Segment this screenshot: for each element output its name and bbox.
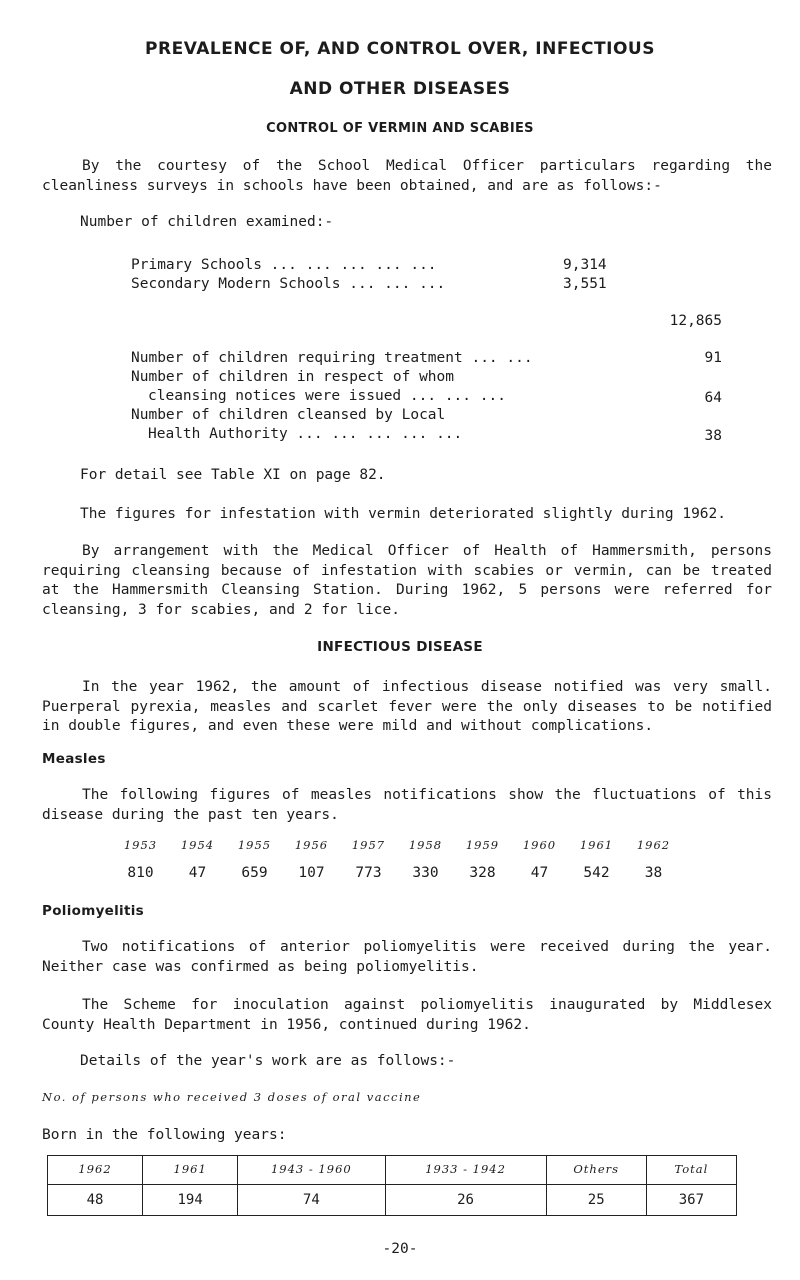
measles-value: 107 <box>298 865 325 881</box>
measles-value: 330 <box>412 865 439 881</box>
table-cell: 367 <box>646 1185 736 1216</box>
vaccine-table <box>47 1155 737 1216</box>
details-label: Details of the year's work are as follows:- <box>80 1053 456 1069</box>
cleansed-label-1: Number of children cleansed by Local <box>131 407 446 423</box>
measles-value: 328 <box>469 865 496 881</box>
infestation-note: The figures for infestation with vermin deteriorated slightly during 1962. <box>80 506 727 522</box>
table-header: 1961 <box>143 1156 238 1185</box>
measles-value: 773 <box>355 865 382 881</box>
treatment-label: Number of children requiring treatment ... ... <box>131 350 533 366</box>
notices-label-1: Number of children in respect of whom <box>131 369 455 385</box>
title-line-2: AND OTHER DISEASES <box>289 79 511 99</box>
measles-value: 542 <box>583 865 610 881</box>
year-label: 1960 <box>522 838 557 852</box>
secondary-label: Secondary Modern Schools ... ... ... <box>131 276 446 292</box>
measles-years-row <box>112 838 682 854</box>
table-cell: 74 <box>238 1185 385 1216</box>
vaccine-caption: No. of persons who received 3 doses of oral vaccine <box>42 1090 422 1104</box>
treatment-value: 91 <box>704 350 722 366</box>
year-label: 1962 <box>636 838 671 852</box>
measles-paragraph: The following figures of measles notifications show the fluctuations of this disease during the past ten years. <box>42 787 772 823</box>
measles-value: 38 <box>644 865 663 881</box>
table-header: Total <box>646 1156 736 1185</box>
measles-value: 659 <box>241 865 268 881</box>
table-cell: 48 <box>48 1185 143 1216</box>
polio-paragraph-2: The Scheme for inoculation against poliomyelitis inaugurated by Middlesex County Health Department in 1956, continued during 1962. <box>42 997 772 1033</box>
title-line-1: PREVALENCE OF, AND CONTROL OVER, INFECTIOUS <box>145 39 655 59</box>
total-value: 12,865 <box>669 313 722 329</box>
year-label: 1954 <box>180 838 215 852</box>
page-number: -20- <box>382 1241 418 1257</box>
measles-value: 47 <box>188 865 207 881</box>
polio-heading: Poliomyelitis <box>42 903 144 919</box>
vermin-intro: By the courtesy of the School Medical Officer particulars regarding the cleanliness surveys in schools have been obtained, and are as follows:- <box>42 158 772 194</box>
year-label: 1956 <box>294 838 329 852</box>
born-label: Born in the following years: <box>42 1127 287 1143</box>
table-header-row <box>48 1156 737 1185</box>
table-header: 1933 - 1942 <box>385 1156 546 1185</box>
vermin-heading: CONTROL OF VERMIN AND SCABIES <box>266 121 534 136</box>
table-cell: 26 <box>385 1185 546 1216</box>
year-label: 1959 <box>465 838 500 852</box>
table-header: Others <box>546 1156 646 1185</box>
primary-value: 9,314 <box>563 257 607 273</box>
polio-paragraph-1: Two notifications of anterior poliomyelitis were received during the year. Neither case was confirmed as being poliomyelitis. <box>42 939 772 975</box>
notices-label-2: cleansing notices were issued ... ... ... <box>148 388 506 404</box>
table-header: 1962 <box>48 1156 143 1185</box>
measles-values-row <box>112 864 682 884</box>
examined-label: Number of children examined:- <box>80 214 334 230</box>
year-label: 1955 <box>237 838 272 852</box>
year-label: 1958 <box>408 838 443 852</box>
table-cell: 25 <box>546 1185 646 1216</box>
measles-value: 47 <box>530 865 549 881</box>
year-label: 1957 <box>351 838 386 852</box>
detail-note: For detail see Table XI on page 82. <box>80 467 386 483</box>
measles-value: 810 <box>127 865 154 881</box>
table-header: 1943 - 1960 <box>238 1156 385 1185</box>
infectious-heading: INFECTIOUS DISEASE <box>317 639 483 655</box>
secondary-value: 3,551 <box>563 276 607 292</box>
notices-value: 64 <box>704 390 722 406</box>
cleansed-label-2: Health Authority ... ... ... ... ... <box>148 426 463 442</box>
infectious-paragraph: In the year 1962, the amount of infectious disease notified was very small. Puerperal pyrexia, measles and scarlet fever were the only diseases to be notified in double figures, and even these were mild and without complications. <box>42 679 772 735</box>
table-row <box>48 1185 737 1216</box>
measles-heading: Measles <box>42 751 106 767</box>
table-cell: 194 <box>143 1185 238 1216</box>
year-label: 1953 <box>123 838 158 852</box>
cleansed-value: 38 <box>704 428 722 444</box>
primary-label: Primary Schools ... ... ... ... ... <box>131 257 437 273</box>
year-label: 1961 <box>579 838 614 852</box>
arrangement-paragraph: By arrangement with the Medical Officer of Health of Hammersmith, persons requiring cleansing because of infestation with scabies or vermin, can be treated at the Hammersmith Cleansing Station. During 1962, 5 persons were referred for cleansing, 3 for scabies, and 2 for lice. <box>42 543 772 618</box>
